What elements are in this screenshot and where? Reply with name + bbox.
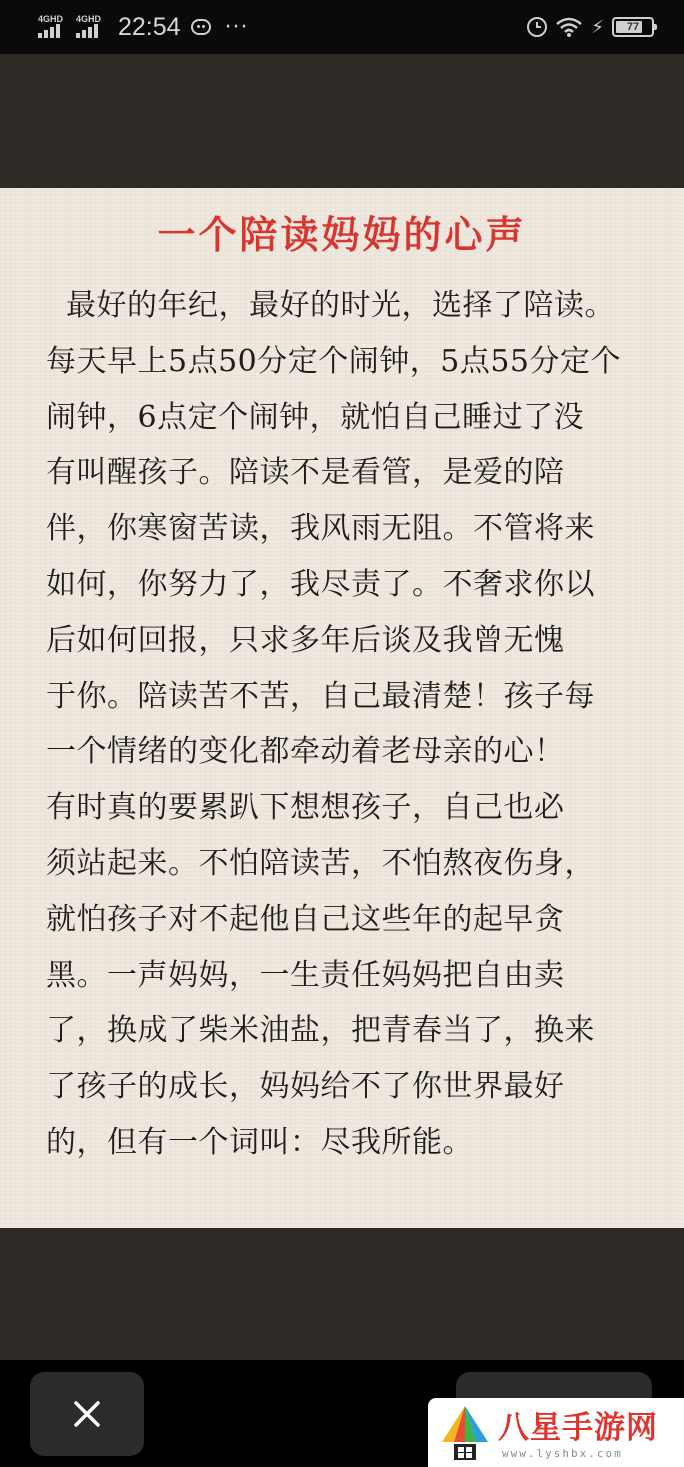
poem-line: 了，换成了柴米油盐，把青春当了，换来 <box>46 1013 595 1049</box>
poem-line: 于你。陪读苦不苦，自己最清楚！孩子每 <box>46 678 595 714</box>
poem-body <box>46 278 646 1171</box>
viewed-image[interactable] <box>0 188 684 1228</box>
signal-label: 4GHD <box>76 14 102 24</box>
wifi-icon <box>555 16 583 38</box>
bolt-icon: ⚡ <box>591 16 604 38</box>
poem-line: 黑。一声妈妈，一生责任妈妈把自由卖 <box>46 957 565 993</box>
battery-icon <box>612 17 654 37</box>
poem-line: 须站起来。不怕陪读苦，不怕熬夜伤身， <box>46 845 595 881</box>
status-right <box>527 12 654 42</box>
status-bar <box>0 0 684 54</box>
watermark-url: www.lyshbx.com <box>502 1447 623 1460</box>
poem-title: 一个陪读妈妈的心声 <box>157 212 527 257</box>
watermark <box>428 1398 684 1467</box>
poem-line: 伴，你寒窗苦读，我风雨无阻。不管将来 <box>46 511 595 547</box>
poem-line: 就怕孩子对不起他自己这些年的起早贪 <box>46 901 565 937</box>
image-viewer[interactable] <box>0 54 684 1360</box>
poem-line: 后如何回报，只求多年后谈及我曾无愧 <box>46 622 565 658</box>
signal-label: 4GHD <box>38 14 64 24</box>
close-icon <box>72 1399 102 1429</box>
alarm-icon <box>527 17 547 37</box>
poem-line: 的，但有一个词叫：尽我所能。 <box>46 1124 473 1160</box>
poem-line: 如何，你努力了，我尽责了。不奢求你以 <box>46 566 595 602</box>
poem-line: 了孩子的成长，妈妈给不了你世界最好 <box>46 1069 565 1105</box>
watermark-text: 八星手游网 <box>498 1410 658 1446</box>
status-time: 22:54 <box>118 12 181 41</box>
poem-line: 有时真的要累趴下想想孩子，自己也必 <box>46 790 565 826</box>
poem-line: 一个情绪的变化都牵动着老母亲的心！ <box>46 734 565 770</box>
battery-level: 77 <box>626 21 640 33</box>
signal-icon <box>76 14 108 40</box>
status-left <box>38 10 249 44</box>
signal-icon <box>38 14 70 40</box>
site-logo-icon <box>434 1402 496 1464</box>
poem-line: 有叫醒孩子。陪读不是看管，是爱的陪 <box>46 455 565 491</box>
more-notifications-icon: ··· <box>224 14 249 40</box>
poem-line: 每天早上5点50分定个闹钟，5点55分定个 <box>46 343 622 379</box>
poem-line: 最好的年纪，最好的时光，选择了陪读。 <box>66 288 615 323</box>
close-button[interactable] <box>30 1372 144 1456</box>
poem-line: 闹钟，6点定个闹钟，就怕自己睡过了没 <box>46 399 585 435</box>
face-icon <box>191 19 211 35</box>
